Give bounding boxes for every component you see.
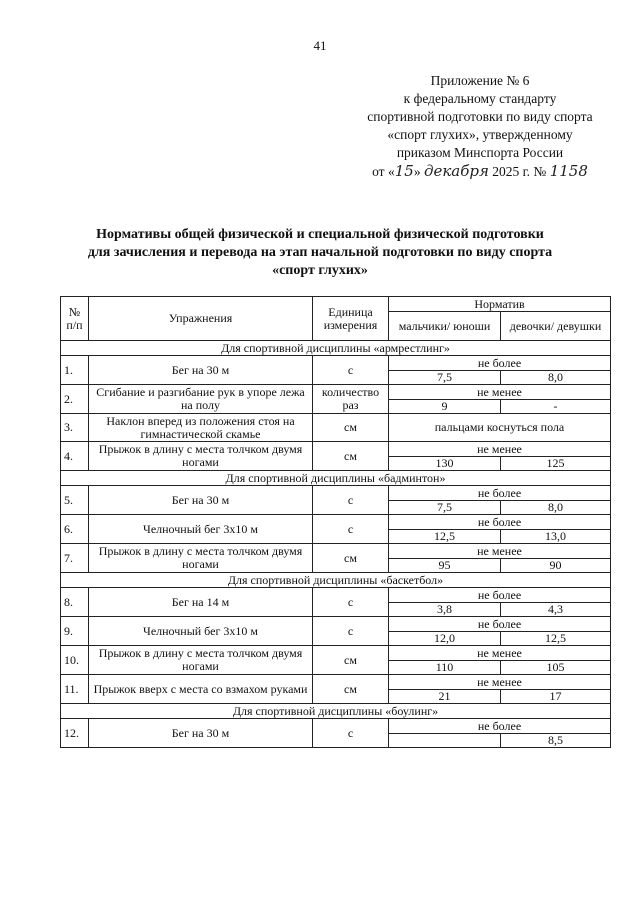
appendix-line: спортивной подготовки по виду спорта (367, 109, 593, 124)
unit: с (313, 617, 389, 646)
document-title (60, 226, 580, 280)
exercise-name: Бег на 14 м (89, 588, 313, 617)
order-date-line (350, 162, 610, 181)
row-number: 11. (61, 675, 89, 704)
unit: с (313, 719, 389, 748)
appendix-line: к федеральному стандарту (403, 91, 557, 106)
discipline-name: Для спортивной дисциплины «бадминтон» (61, 471, 611, 486)
appendix-line: приказом Минспорта России (396, 145, 564, 160)
table-row (61, 617, 611, 632)
header-girls: девочки/ девушки (501, 312, 611, 341)
value-girls: 17 (501, 690, 611, 704)
exercise-name: Прыжок в длину с места толчком двумя ногами (89, 646, 313, 675)
unit: см (313, 414, 389, 442)
value-girls: 13,0 (501, 530, 611, 544)
value-boys: 3,8 (389, 603, 501, 617)
table-row (61, 515, 611, 530)
value-boys: 95 (389, 559, 501, 573)
row-number: 2. (61, 385, 89, 414)
discipline-row (61, 704, 611, 719)
norm-condition: не более (389, 486, 611, 501)
row-number: 5. (61, 486, 89, 515)
table-row (61, 442, 611, 457)
unit: с (313, 588, 389, 617)
table-row (61, 486, 611, 501)
norm-condition: не менее (389, 675, 611, 690)
unit: см (313, 675, 389, 704)
exercise-name: Наклон вперед из положения стоя на гимнастической скамье (89, 414, 313, 442)
discipline-name: Для спортивной дисциплины «армрестлинг» (61, 341, 611, 356)
unit: с (313, 356, 389, 385)
exercise-name: Бег на 30 м (89, 719, 313, 748)
header-exercise: Упражнения (89, 297, 313, 341)
discipline-row (61, 341, 611, 356)
discipline-row (61, 573, 611, 588)
value-girls: 4,3 (501, 603, 611, 617)
table-row (61, 544, 611, 559)
discipline-name: Для спортивной дисциплины «боулинг» (61, 704, 611, 719)
unit: с (313, 486, 389, 515)
row-number: 6. (61, 515, 89, 544)
unit: см (313, 544, 389, 573)
unit: см (313, 646, 389, 675)
value-girls: - (501, 400, 611, 414)
order-number: 1158 (549, 162, 588, 180)
row-number: 9. (61, 617, 89, 646)
exercise-name: Прыжок в длину с места толчком двумя ногами (89, 544, 313, 573)
value-girls: 105 (501, 661, 611, 675)
norm-condition: не менее (389, 544, 611, 559)
value-girls: 8,0 (501, 501, 611, 515)
exercise-name: Челночный бег 3х10 м (89, 515, 313, 544)
norm-condition: не более (389, 356, 611, 371)
table-row (61, 385, 611, 400)
value-boys: 7,5 (389, 371, 501, 385)
appendix-line: «спорт глухих», утвержденному (387, 127, 573, 142)
title-line: «спорт глухих» (272, 263, 368, 278)
value-boys: 9 (389, 400, 501, 414)
header-boys: мальчики/ юноши (389, 312, 501, 341)
value-boys: 7,5 (389, 501, 501, 515)
unit: см (313, 442, 389, 471)
table-row (61, 356, 611, 371)
unit: количество раз (313, 385, 389, 414)
date-day: 15 (394, 162, 414, 180)
value-boys: 21 (389, 690, 501, 704)
date-month: декабря (423, 162, 489, 180)
norm-condition: не более (389, 719, 611, 734)
value-girls: 90 (501, 559, 611, 573)
table-row (61, 646, 611, 661)
table-row (61, 414, 611, 442)
row-number: 7. (61, 544, 89, 573)
page-number: 41 (313, 38, 327, 53)
unit: с (313, 515, 389, 544)
table-row (61, 588, 611, 603)
value-girls: 8,0 (501, 371, 611, 385)
header-norm: Норматив (389, 297, 611, 312)
norms-table (60, 296, 611, 748)
row-number: 12. (61, 719, 89, 748)
row-number: 3. (61, 414, 89, 442)
row-number: 4. (61, 442, 89, 471)
value-girls: 125 (501, 457, 611, 471)
date-prefix: от « (372, 164, 395, 179)
exercise-name: Бег на 30 м (89, 486, 313, 515)
norm-condition: не менее (389, 646, 611, 661)
row-number: 8. (61, 588, 89, 617)
value-girls: 8,5 (501, 734, 611, 748)
discipline-row (61, 471, 611, 486)
norm-condition: не менее (389, 385, 611, 400)
date-year: 2025 г. № (492, 164, 547, 179)
value-girls: 12,5 (501, 632, 611, 646)
value-boys: 12,0 (389, 632, 501, 646)
norm-condition: не более (389, 617, 611, 632)
norm-condition: не более (389, 588, 611, 603)
value-boys: 12,5 (389, 530, 501, 544)
appendix-line: Приложение № 6 (430, 73, 530, 88)
value-boys (389, 734, 501, 748)
exercise-name: Прыжок вверх с места со взмахом руками (89, 675, 313, 704)
table-row (61, 719, 611, 734)
title-line: Нормативы общей физической и специальной физической подготовки (96, 227, 544, 242)
norm-condition: не более (389, 515, 611, 530)
exercise-name: Сгибание и разгибание рук в упоре лежа на полу (89, 385, 313, 414)
discipline-name: Для спортивной дисциплины «баскетбол» (61, 573, 611, 588)
exercise-name: Бег на 30 м (89, 356, 313, 385)
header-unit: Единица измерения (313, 297, 389, 341)
header-num: № п/п (61, 297, 89, 341)
title-line: для зачисления и перевода на этап начальной подготовки по виду спорта (87, 245, 553, 260)
value-boys: 110 (389, 661, 501, 675)
exercise-name: Челночный бег 3х10 м (89, 617, 313, 646)
row-number: 10. (61, 646, 89, 675)
table-body (61, 341, 611, 748)
norm-condition: не менее (389, 442, 611, 457)
table-row (61, 675, 611, 690)
appendix-block (350, 72, 610, 181)
row-number: 1. (61, 356, 89, 385)
exercise-name: Прыжок в длину с места толчком двумя ногами (89, 442, 313, 471)
value-boys: 130 (389, 457, 501, 471)
norm-single: пальцами коснуться пола (389, 414, 611, 442)
date-mid: » (413, 164, 421, 179)
